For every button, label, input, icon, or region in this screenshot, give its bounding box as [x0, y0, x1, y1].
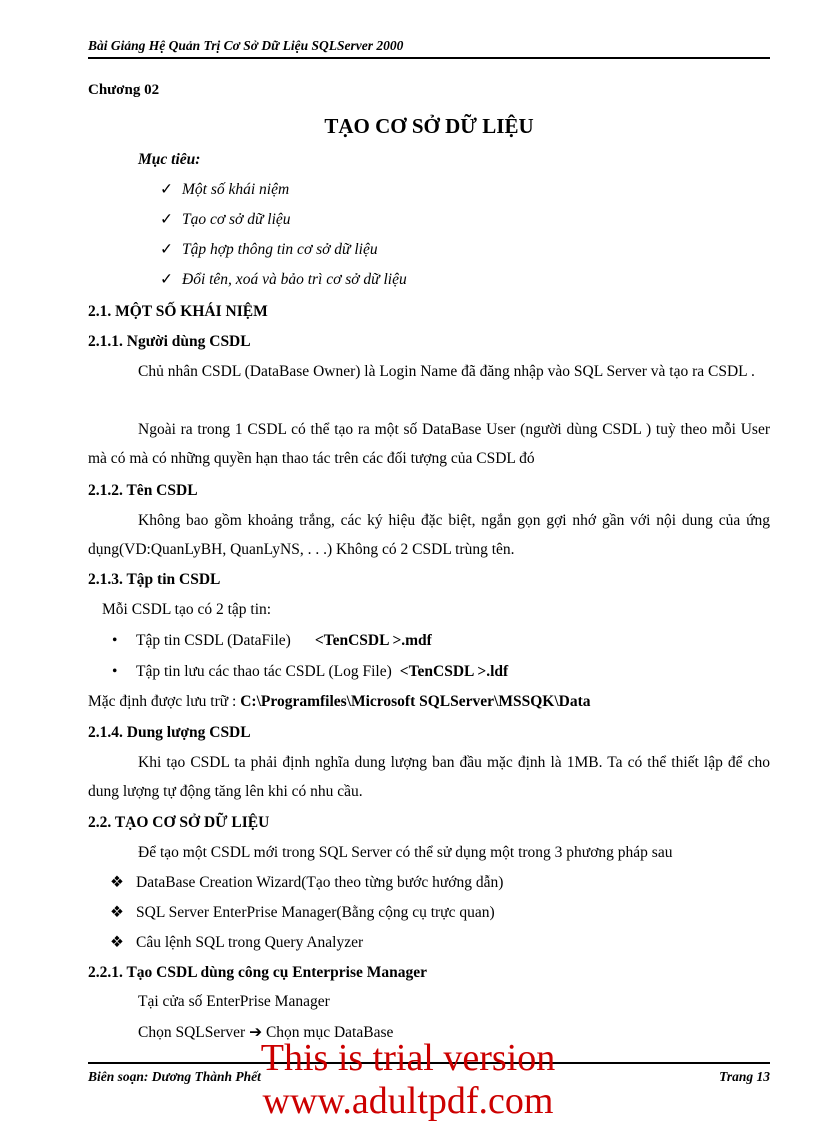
diamond-bullet-icon: ❖: [110, 934, 124, 951]
instruction-step: Chọn mục DataBase: [265, 1024, 394, 1041]
checkmark-icon: ✓: [160, 271, 173, 288]
objective-item: [160, 270, 816, 290]
bullet-icon: •: [112, 663, 118, 680]
page-header: Bài Giảng Hệ Quản Trị Cơ Sở Dữ Liệu SQLServer 2000: [88, 38, 770, 59]
arrow-right-icon: ➔: [249, 1023, 263, 1041]
checkmark-icon: ✓: [160, 241, 173, 258]
method-item: [110, 933, 792, 953]
paragraph: Mỗi CSDL tạo có 2 tập tin:: [102, 601, 272, 618]
checkmark-icon: ✓: [160, 181, 173, 198]
subsection-heading: 2.2.1. Tạo CSDL dùng công cụ Enterprise Manager: [88, 964, 428, 981]
watermark-line-1: This is trial version: [260, 1037, 556, 1079]
page-number: Trang 13: [719, 1069, 770, 1084]
method-text: Câu lệnh SQL trong Query Analyzer: [136, 934, 364, 951]
footer-author: Biên soạn: Dương Thành Phết: [88, 1069, 261, 1084]
default-path-value: C:\Programfiles\Microsoft SQLServer\MSSQK\Data: [240, 693, 591, 710]
section-heading: 2.1. MỘT SỐ KHÁI NIỆM: [88, 303, 268, 320]
objective-item: [160, 210, 816, 230]
chapter-label: Chương 02: [88, 82, 160, 98]
file-bullet: [112, 662, 794, 682]
default-path-line: [88, 692, 770, 712]
method-item: [110, 873, 792, 893]
objective-text: Tạo cơ sở dữ liệu: [182, 211, 291, 228]
paragraph: Tại cửa số EnterPrise Manager: [138, 993, 330, 1010]
file-label: Tập tin CSDL (DataFile): [136, 632, 291, 649]
bullet-icon: •: [112, 632, 118, 649]
file-bullet: [112, 631, 794, 651]
objectives-heading: Mục tiêu:: [138, 151, 201, 168]
subsection-heading: 2.1.1. Người dùng CSDL: [88, 333, 251, 350]
objective-text: Tập hợp thông tin cơ sở dữ liệu: [182, 241, 378, 258]
subsection-heading: 2.1.4. Dung lượng CSDL: [88, 724, 251, 741]
watermark-line-2: www.adultpdf.com: [262, 1080, 554, 1122]
subsection-heading: 2.1.3. Tập tin CSDL: [88, 571, 221, 588]
default-path-label: Mặc định được lưu trữ :: [88, 693, 237, 710]
objectives-label: [138, 150, 816, 170]
paragraph: Để tạo một CSDL mới trong SQL Server có thể sử dụng một trong 3 phương pháp sau: [138, 844, 673, 861]
paragraph: Không bao gồm khoảng trắng, các ký hiệu đặc biệt, ngắn gọn gợi nhớ gần với nội dung của ứng dụng(VD:QuanLyBH, QuanLyNS, . . .) Không có 2 CSDL trùng tên.: [88, 512, 770, 558]
diamond-bullet-icon: ❖: [110, 904, 124, 921]
page-title: TẠO CƠ SỞ DỮ LIỆU: [324, 114, 534, 138]
method-text: DataBase Creation Wizard(Tạo theo từng bước hướng dẫn): [136, 874, 504, 891]
objective-item: [160, 180, 816, 200]
subsection-heading: 2.1.2. Tên CSDL: [88, 482, 198, 499]
file-label: Tập tin lưu các thao tác CSDL (Log File): [136, 663, 392, 680]
checkmark-icon: ✓: [160, 211, 173, 228]
paragraph: Ngoài ra trong 1 CSDL có thể tạo ra một số DataBase User (người dùng CSDL ) tuỳ theo mỗi User mà có mà có những quyền hạn thao tác trên các đối tượng của CSDL đó: [88, 421, 770, 467]
paragraph: Khi tạo CSDL ta phải định nghĩa dung lượng ban đầu mặc định là 1MB. Ta có thể thiết lập để cho dung lượng tự động tăng lên khi có nhu cầu.: [88, 754, 770, 800]
objective-text: Đổi tên, xoá và bảo trì cơ sở dữ liệu: [182, 271, 407, 288]
section-heading: 2.2. TẠO CƠ SỞ DỮ LIỆU: [88, 814, 270, 831]
method-text: SQL Server EnterPrise Manager(Bằng cộng cụ trực quan): [136, 904, 495, 921]
method-item: [110, 903, 792, 923]
objective-text: Một số khái niệm: [182, 181, 290, 198]
instruction-step: Chọn SQLServer: [138, 1024, 246, 1041]
file-extension: <TenCSDL >.ldf: [399, 663, 509, 680]
file-extension: <TenCSDL >.mdf: [314, 632, 432, 649]
objective-item: [160, 240, 816, 260]
paragraph: Chủ nhân CSDL (DataBase Owner) là Login Name đã đăng nhập vào SQL Server và tạo ra CSDL .: [138, 363, 755, 380]
diamond-bullet-icon: ❖: [110, 874, 124, 891]
